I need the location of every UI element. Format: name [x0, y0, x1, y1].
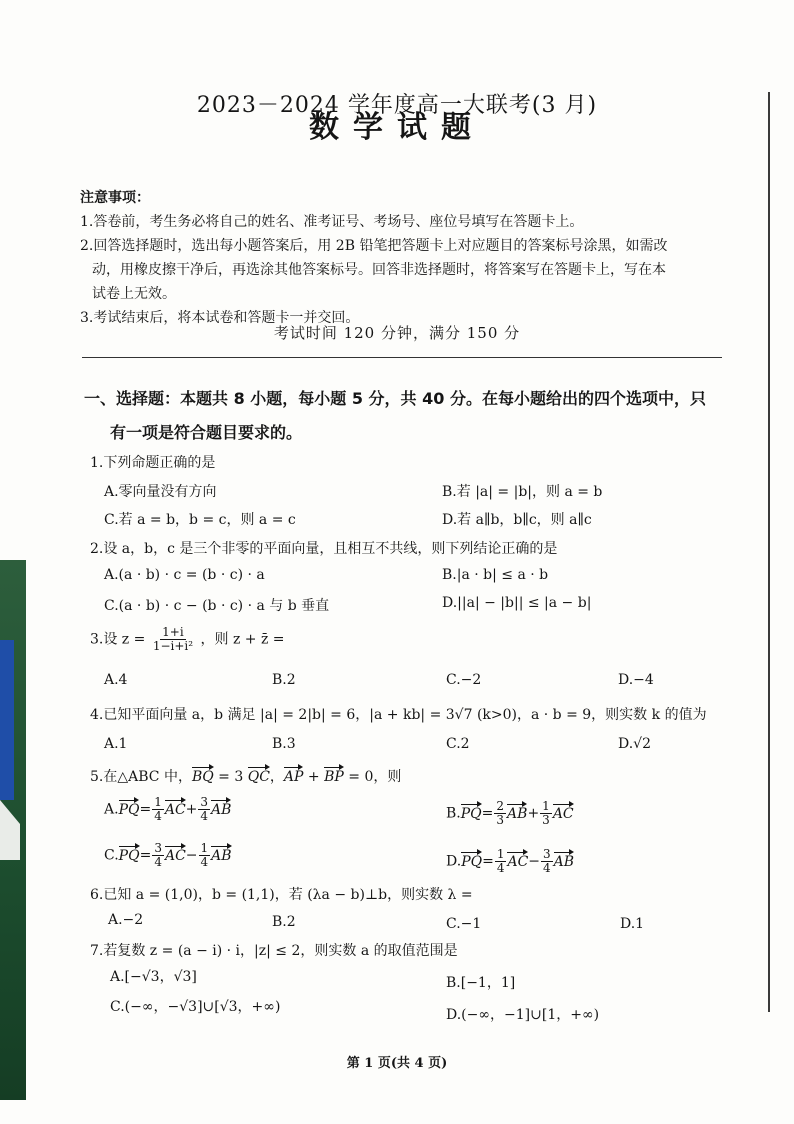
numerator: 3	[154, 841, 162, 855]
question-6-option-c: C.−1	[446, 916, 482, 932]
numerator: 3	[200, 795, 209, 809]
page-footer: 第 1 页(共 4 页)	[346, 1056, 448, 1071]
fraction	[198, 796, 210, 823]
question-3-numerator: 1+i	[162, 625, 184, 639]
numerator: 3	[543, 847, 551, 861]
denominator: 4	[154, 855, 162, 869]
equals-sign: =	[482, 853, 494, 870]
question-5-option-b	[446, 800, 574, 827]
numerator: 1	[154, 795, 162, 809]
vector-pq: PQ	[460, 805, 482, 822]
question-1-option-a: A.零向量没有方向	[104, 484, 217, 500]
question-5-stem-suffix: = 0，则	[343, 769, 402, 785]
question-6-stem: 6.已知 a = (1,0)，b = (1,1)，若 (λa − b)⊥b，则实数 λ =	[90, 887, 473, 903]
question-4-option-b: B.3	[272, 736, 296, 752]
fraction	[152, 842, 164, 869]
question-5-stem	[90, 766, 401, 786]
option-label: B.	[446, 805, 461, 822]
equals-sign: =	[481, 805, 494, 822]
exam-time: 考试时间 120 分钟，满分 150 分	[273, 324, 521, 342]
equals-sign: =	[139, 847, 152, 864]
vector-bp: BP	[324, 769, 344, 785]
subject-title: 数学试题	[309, 110, 485, 145]
vector-ac: AC	[164, 847, 186, 864]
question-5-option-c	[104, 842, 232, 869]
question-2-option-d: D.||a| − |b|| ≤ |a − b|	[442, 595, 592, 611]
vector-pq: PQ	[118, 801, 140, 818]
vector-ab: AB	[553, 853, 575, 870]
vector-ac: AC	[507, 853, 529, 870]
vector-ab: AB	[507, 805, 528, 822]
notice-item-2-line-3: 试卷上无效。	[92, 286, 176, 302]
question-5-sep: ，	[269, 769, 284, 785]
minus-sign: −	[528, 853, 541, 870]
numerator: 2	[496, 799, 505, 813]
question-5-plus: +	[303, 769, 325, 785]
header-divider	[82, 357, 722, 358]
fraction	[540, 800, 552, 827]
question-3-stem-suffix: ，则 z + z̄ =	[200, 631, 285, 648]
vector-ac: AC	[552, 805, 574, 822]
plus-sign: +	[527, 805, 540, 822]
option-label: D.	[446, 853, 462, 870]
question-6-option-b: B.2	[272, 914, 296, 930]
question-7-option-d: D.(−∞，−1]∪[1，+∞)	[446, 1007, 600, 1023]
vector-ap: AP	[283, 769, 304, 785]
question-3-option-b: B.2	[272, 672, 296, 688]
question-6-option-a: A.−2	[108, 912, 144, 928]
vector-pq: PQ	[461, 853, 483, 870]
denominator: 4	[496, 861, 505, 875]
question-3-stem	[90, 626, 285, 653]
question-4-stem: 4.已知平面向量 a，b 满足 |a| = 2|b| = 6，|a + kb| = 3√7 (k>0)，a · b = 9，则实数 k 的值为	[90, 707, 707, 723]
question-3-option-a: A.4	[104, 672, 128, 688]
question-3-option-d: D.−4	[618, 672, 654, 688]
denominator: 4	[200, 855, 209, 869]
fraction	[494, 800, 506, 827]
question-1-option-d: D.若 a∥b，b∥c，则 a∥c	[442, 512, 592, 528]
vector-ab: AB	[211, 801, 232, 818]
notice-item-1: 1.答卷前，考生务必将自己的姓名、准考证号、考场号、座位号填写在答题卡上。	[80, 214, 584, 230]
question-3-option-c: C.−2	[446, 672, 482, 688]
numerator: 1	[542, 799, 550, 813]
denominator: 4	[154, 809, 162, 823]
denominator: 4	[543, 861, 551, 875]
fraction	[152, 796, 164, 823]
notice-block	[80, 186, 730, 330]
question-3-stem-prefix: 3.设 z =	[90, 631, 146, 648]
vector-bq: BQ	[191, 769, 214, 785]
numerator: 1	[200, 841, 209, 855]
numerator: 1	[496, 847, 505, 861]
question-1-option-c: C.若 a = b，b = c，则 a = c	[104, 512, 296, 528]
question-5-option-d	[446, 848, 574, 875]
question-2-stem: 2.设 a，b，c 是三个非零的平面向量，且相互不共线，则下列结论正确的是	[90, 541, 558, 557]
question-4-option-a: A.1	[104, 736, 128, 752]
denominator: 4	[200, 809, 209, 823]
equals-sign: =	[139, 801, 152, 818]
question-4-option-d: D.√2	[618, 736, 652, 752]
section-heading-line-2: 有一项是符合题目要求的。	[110, 423, 303, 442]
vector-pq: PQ	[118, 847, 140, 864]
question-5-stem-prefix: 5.在△ABC 中，	[90, 769, 192, 785]
section-heading-line-1: 一、选择题：本题共 8 小题，每小题 5 分，共 40 分。在每小题给出的四个选项中，只	[84, 389, 706, 408]
vector-ac: AC	[164, 801, 186, 818]
vector-ab: AB	[211, 847, 232, 864]
question-4-option-c: C.2	[446, 736, 470, 752]
denominator: 3	[542, 813, 550, 827]
question-1-stem: 1.下列命题正确的是	[90, 455, 216, 471]
question-1-option-b: B.若 |a| = |b|，则 a = b	[442, 484, 603, 500]
option-label: C.	[104, 847, 119, 864]
fraction	[199, 842, 211, 869]
question-5-option-a	[104, 796, 231, 823]
section-heading	[84, 382, 734, 450]
fraction	[541, 848, 553, 875]
exam-title: 2023－2024 学年度高一大联考(3 月)	[196, 93, 598, 118]
question-6-option-d: D.1	[620, 916, 645, 932]
vector-qc: QC	[247, 769, 270, 785]
question-2-option-c: C.(a · b) · c − (b · c) · a 与 b 垂直	[104, 598, 330, 614]
fraction	[495, 848, 507, 875]
question-2-option-b: B.|a · b| ≤ a · b	[442, 567, 549, 583]
question-7-stem: 7.若复数 z = (a − i) · i，|z| ≤ 2，则实数 a 的取值范围是	[90, 943, 458, 959]
question-5-eq: = 3	[213, 769, 248, 785]
question-3-fraction	[151, 626, 195, 653]
question-7-option-c: C.(−∞，−√3]∪[√3，+∞)	[110, 999, 281, 1015]
denominator: 3	[496, 813, 505, 827]
minus-sign: −	[185, 847, 198, 864]
question-2-option-a: A.(a · b) · c = (b · c) · a	[104, 567, 265, 583]
notice-item-2-line-1: 2.回答选择题时，选出每小题答案后，用 2B 铅笔把答题卡上对应题目的答案标号涂黑，如需改	[80, 238, 668, 254]
option-label: A.	[104, 801, 119, 818]
plus-sign: +	[185, 801, 198, 818]
question-7-option-b: B.[−1，1]	[446, 975, 516, 991]
notice-item-2-line-2: 动，用橡皮擦干净后，再选涂其他答案标号。回答非选择题时，将答案写在答题卡上，写在本	[92, 262, 666, 278]
question-3-denominator: 1−i+i²	[152, 639, 194, 653]
question-7-option-a: A.[−√3，√3]	[110, 969, 197, 985]
notice-item-3: 3.考试结束后，将本试卷和答题卡一并交回。	[80, 310, 360, 326]
notice-heading: 注意事项：	[80, 190, 150, 206]
